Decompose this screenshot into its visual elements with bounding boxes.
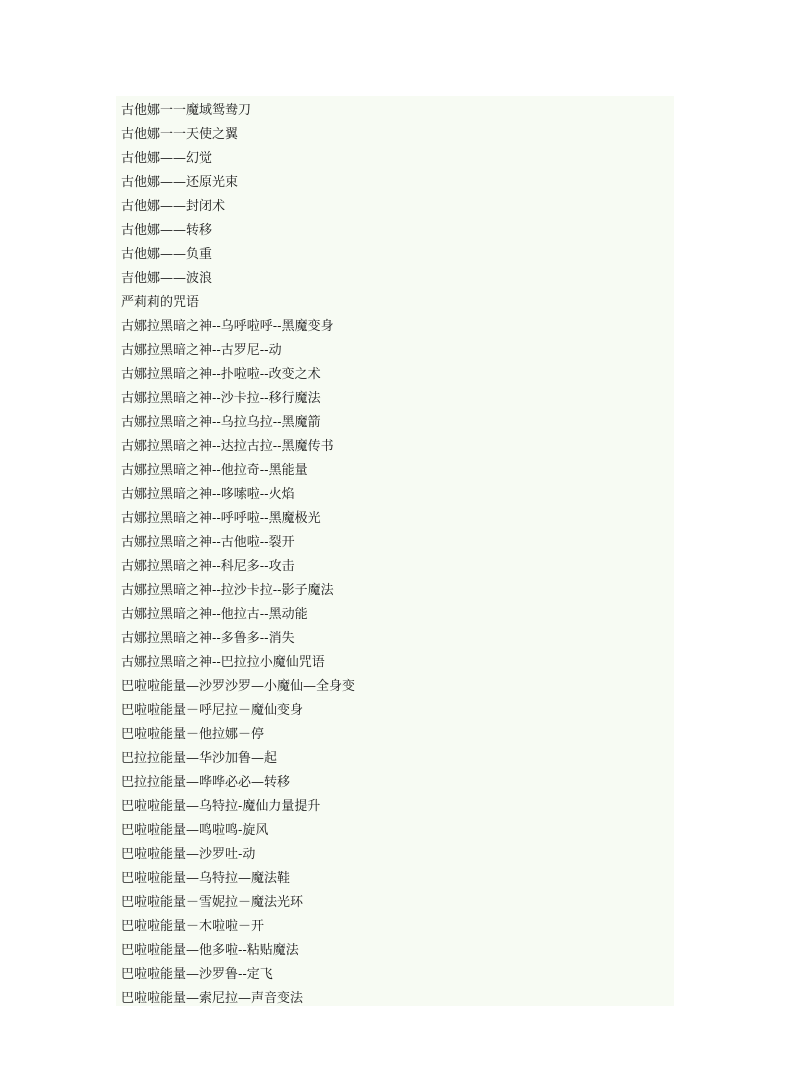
- text-line: 古娜拉黑暗之神--科尼多--攻击: [121, 559, 295, 574]
- text-line: 巴啦啦能量—乌特拉—魔法鞋: [121, 871, 291, 886]
- text-line: 巴啦啦能量—沙罗沙罗—小魔仙—全身变: [121, 679, 356, 694]
- text-line: 巴啦啦能量—乌特拉-魔仙力量提升: [121, 799, 321, 814]
- text-line: 巴啦啦能量—他多啦--粘贴魔法: [121, 943, 299, 958]
- text-line: 古娜拉黑暗之神--达拉古拉--黑魔传书: [121, 439, 334, 454]
- text-lines: [121, 99, 674, 1011]
- text-line: 古娜拉黑暗之神--他拉古--黑动能: [121, 607, 308, 622]
- text-line: 巴啦啦能量－木啦啦－开: [121, 919, 265, 934]
- text-line: 巴啦啦能量—鸣啦鸣-旋风: [121, 823, 269, 838]
- text-line: 古娜拉黑暗之神--扑啦啦--改变之术: [121, 367, 321, 382]
- text-line: 古娜拉黑暗之神--呼呼啦--黑魔极光: [121, 511, 321, 526]
- text-line: 古他娜——封闭术: [121, 199, 226, 214]
- text-line: 吉他娜——波浪: [121, 271, 213, 286]
- text-line: 巴拉拉能量—华沙加鲁—起: [121, 751, 278, 766]
- text-line: 古娜拉黑暗之神--沙卡拉--移行魔法: [121, 391, 321, 406]
- text-line: 巴啦啦能量－他拉娜－停: [121, 727, 265, 742]
- text-line: 古娜拉黑暗之神--巴拉拉小魔仙咒语: [121, 655, 325, 670]
- text-line: 巴拉拉能量—哗哗必必—转移: [121, 775, 291, 790]
- text-line: 古娜拉黑暗之神--哆嗦啦--火焰: [121, 487, 295, 502]
- text-line: 巴啦啦能量－雪妮拉－魔法光环: [121, 895, 304, 910]
- text-line: 巴啦啦能量—沙罗吐-动: [121, 847, 256, 862]
- text-line: 古他娜——转移: [121, 223, 213, 238]
- text-line: 古娜拉黑暗之神--古罗尼--动: [121, 343, 282, 358]
- text-line: 古娜拉黑暗之神--他拉奇--黑能量: [121, 463, 308, 478]
- text-line: 巴啦啦能量—沙罗鲁--定飞: [121, 967, 273, 982]
- text-line: 严莉莉的咒语: [121, 295, 200, 310]
- text-line: 古他娜——负重: [121, 247, 213, 262]
- text-line: 古他娜——还原光束: [121, 175, 239, 190]
- text-line: 巴啦啦能量—索尼拉—声音变法: [121, 991, 304, 1006]
- text-line: 巴啦啦能量－呼尼拉－魔仙变身: [121, 703, 304, 718]
- text-line: 古娜拉黑暗之神--乌呼啦呼--黑魔变身: [121, 319, 334, 334]
- text-line: 古他娜一一天使之翼: [121, 127, 239, 142]
- text-line: 古娜拉黑暗之神--拉沙卡拉--影子魔法: [121, 583, 334, 598]
- text-line: 古娜拉黑暗之神--乌拉乌拉--黑魔箭: [121, 415, 321, 430]
- text-line: 古他娜一一魔域鸳鸯刀: [121, 103, 252, 118]
- text-line: 古娜拉黑暗之神--多鲁多--消失: [121, 631, 295, 646]
- text-line: 古他娜——幻觉: [121, 151, 213, 166]
- text-line: 古娜拉黑暗之神--古他啦--裂开: [121, 535, 295, 550]
